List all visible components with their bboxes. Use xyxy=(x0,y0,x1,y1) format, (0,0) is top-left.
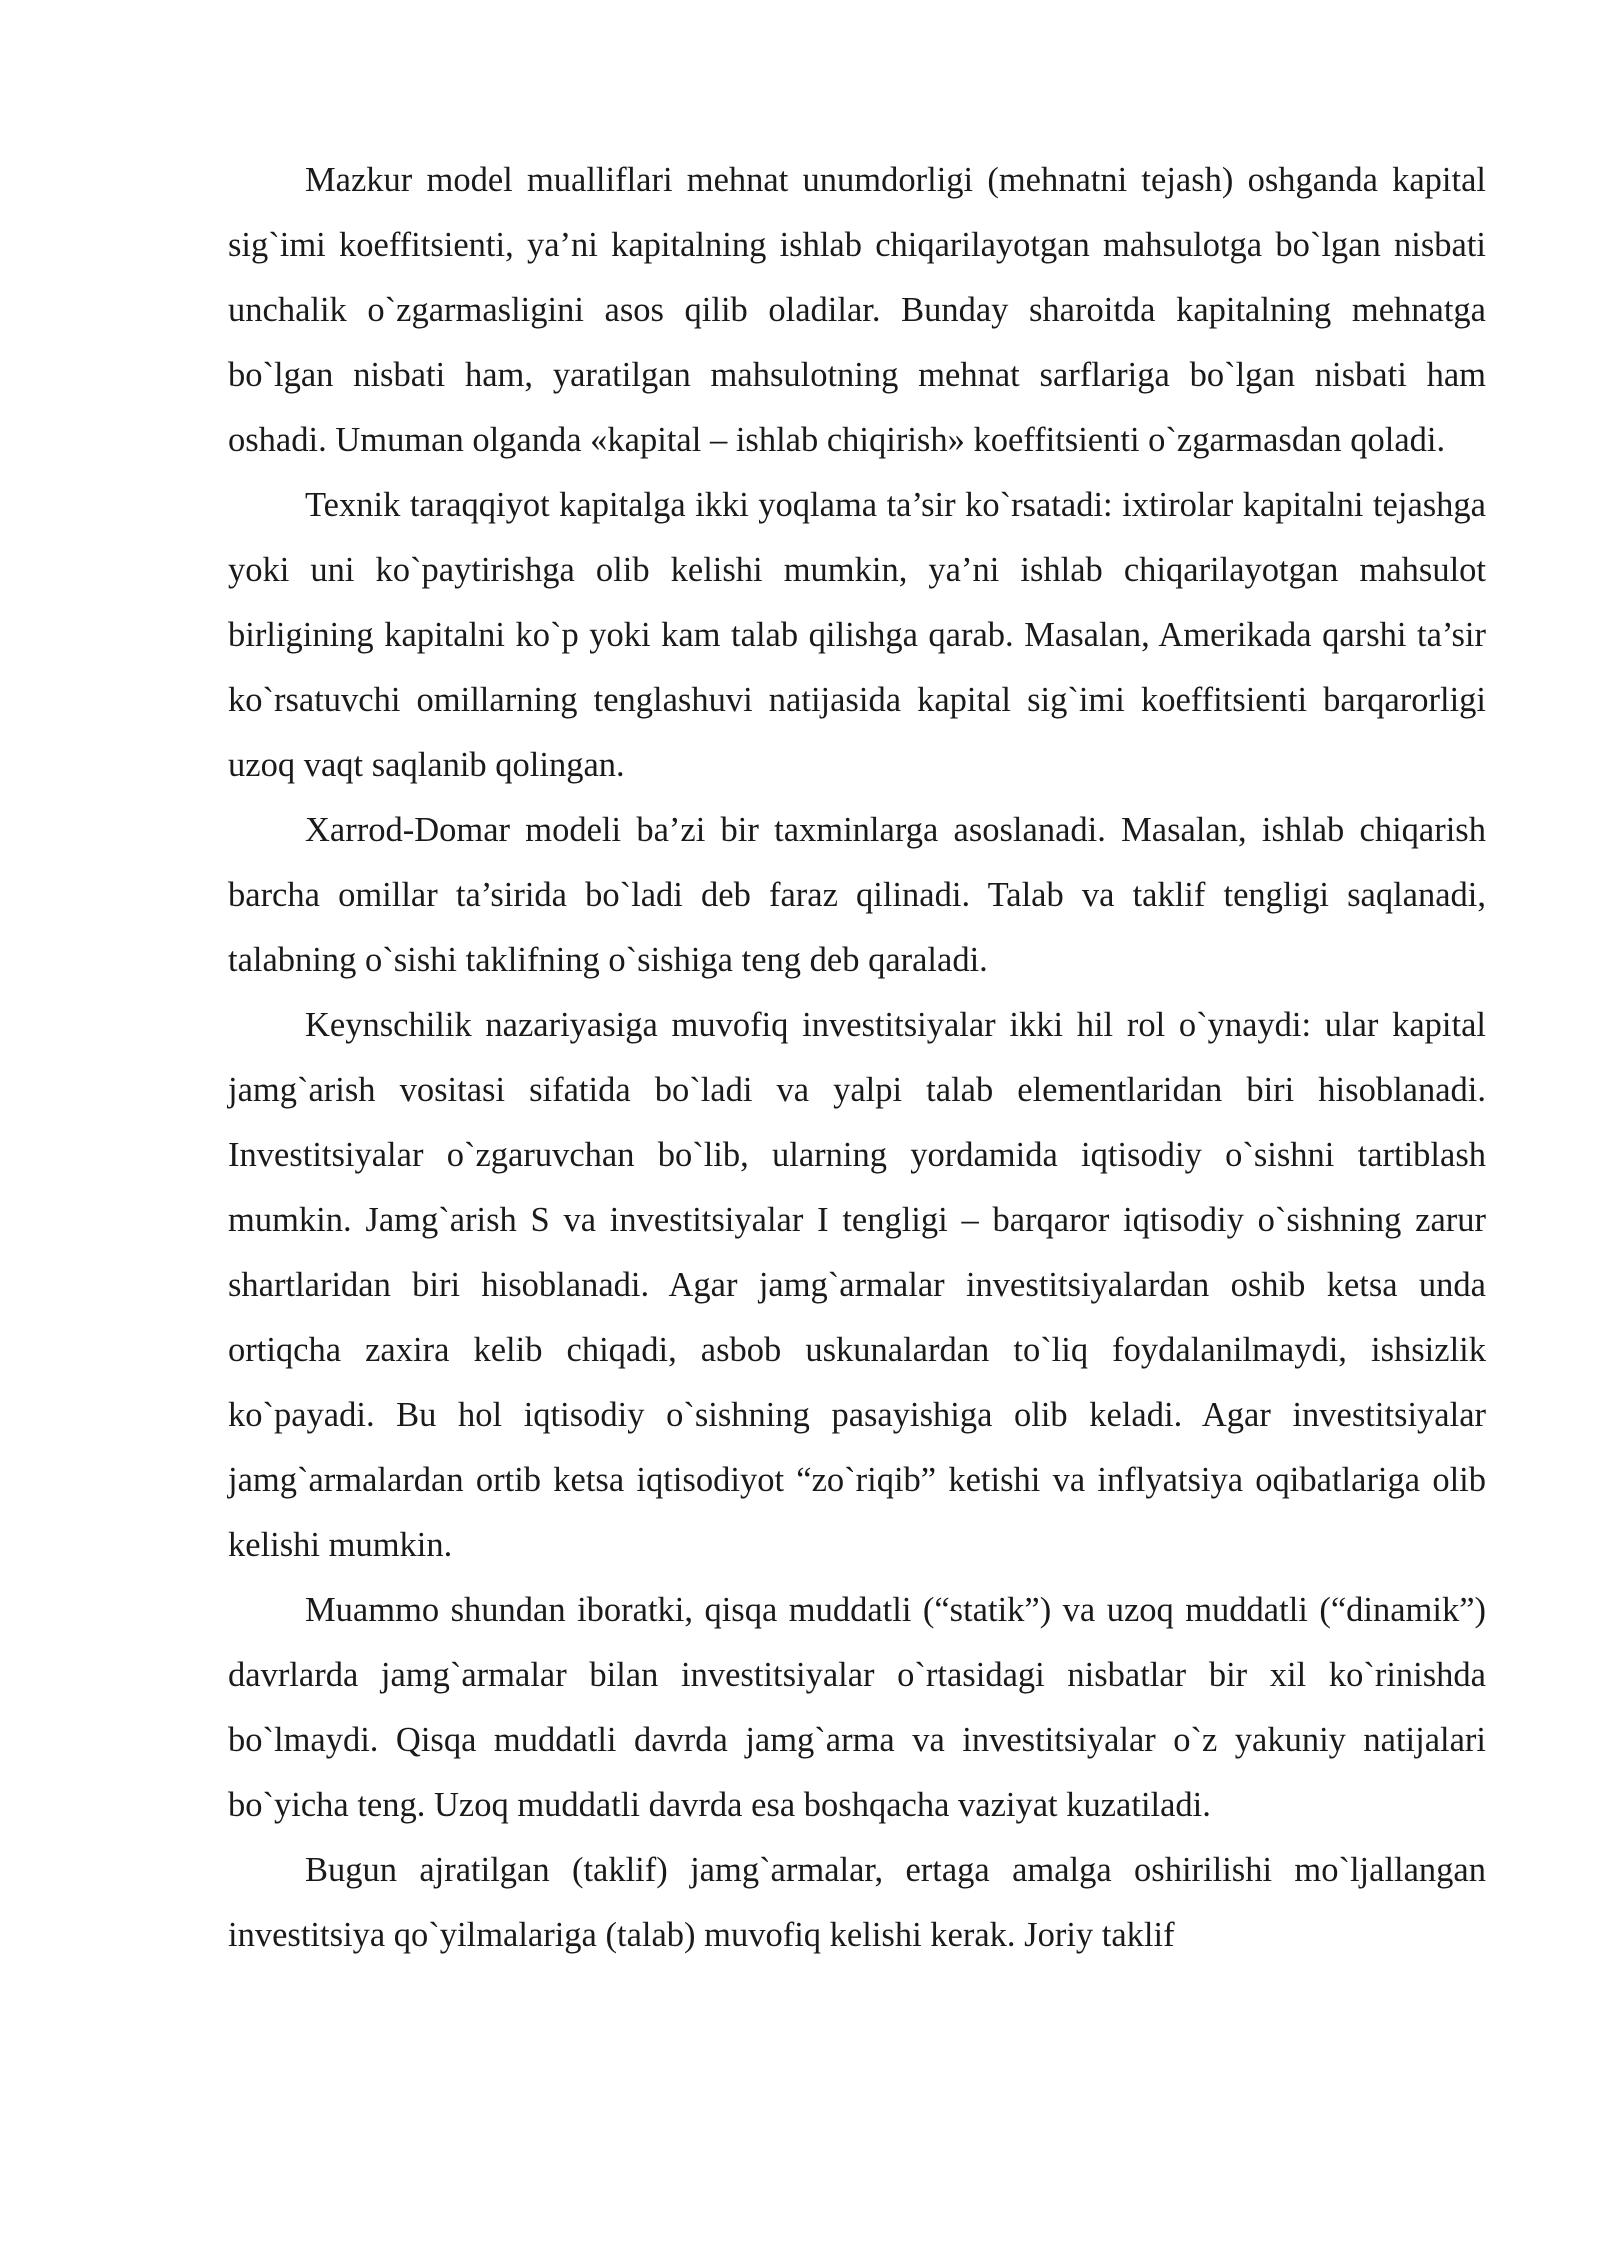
paragraph: Mazkur model mualliflari mehnat unumdorligi (mehnatni tejash) oshganda kapital sig`imi koeffitsienti, ya’ni kapitalning ishlab chiqarilayotgan mahsulotga bo`lgan nisbati unchalik o`zgarmasligini asos qilib oladilar. Bunday sharoitda kapitalning mehnatga bo`lgan nisbati ham, yaratilgan mahsulotning mehnat sarflariga bo`lgan nisbati ham oshadi. Umuman olganda «kapital – ishlab chiqirish» koeffitsienti o`zgarmasdan qoladi. xyxy=(228,161,1486,459)
paragraph: Bugun ajratilgan (taklif) jamg`armalar, ertaga amalga oshirilishi mo`ljallangan investitsiya qo`yilmalariga (talab) muvofiq kelishi kerak. Joriy taklif xyxy=(228,1851,1486,1954)
paragraph: Keynschilik nazariyasiga muvofiq investitsiyalar ikki hil rol o`ynaydi: ular kapital jamg`arish vositasi sifatida bo`ladi va yalpi talab elementlaridan biri hisoblanadi. Investitsiyalar o`zgaruvchan bo`lib, ularning yordamida iqtisodiy o`sishni tartiblash mumkin. Jamg`arish S va investitsiyalar I tengligi – barqaror iqtisodiy o`sishning zarur shartlaridan biri hisoblanadi. Agar jamg`armalar investitsiyalardan oshib ketsa unda ortiqcha zaxira kelib chiqadi, asbob uskunalardan to`liq foydalanilmaydi, ishsizlik ko`payadi. Bu hol iqtisodiy o`sishning pasayishiga olib keladi. Agar investitsiyalar jamg`armalardan ortib ketsa iqtisodiyot “zo`riqib” ketishi va inflyatsiya oqibatlariga olib kelishi mumkin. xyxy=(228,1006,1486,1564)
paragraph: Muammo shundan iboratki, qisqa muddatli (“statik”) va uzoq muddatli (“dinamik”) davrlarda jamg`armalar bilan investitsiyalar o`rtasidagi nisbatlar bir xil ko`rinishda bo`lmaydi. Qisqa muddatli davrda jamg`arma va investitsiyalar o`z yakuniy natijalari bo`yicha teng. Uzoq muddatli davrda esa boshqacha vaziyat kuzatiladi. xyxy=(228,1591,1486,1824)
paragraph: Xarrod-Domar modeli ba’zi bir taxminlarga asoslanadi. Masalan, ishlab chiqarish barcha omillar ta’sirida bo`ladi deb faraz qilinadi. Talab va taklif tengligi saqlanadi, talabning o`sishi taklifning o`sishiga teng deb qaraladi. xyxy=(228,811,1486,979)
document-body xyxy=(228,148,1486,1968)
paragraph: Texnik taraqqiyot kapitalga ikki yoqlama ta’sir ko`rsatadi: ixtirolar kapitalni tejashga yoki uni ko`paytirishga olib kelishi mumkin, ya’ni ishlab chiqarilayotgan mahsulot birligining kapitalni ko`p yoki kam talab qilishga qarab. Masalan, Amerikada qarshi ta’sir ko`rsatuvchi omillarning tenglashuvi natijasida kapital sig`imi koeffitsienti barqarorligi uzoq vaqt saqlanib qolingan. xyxy=(228,486,1486,784)
